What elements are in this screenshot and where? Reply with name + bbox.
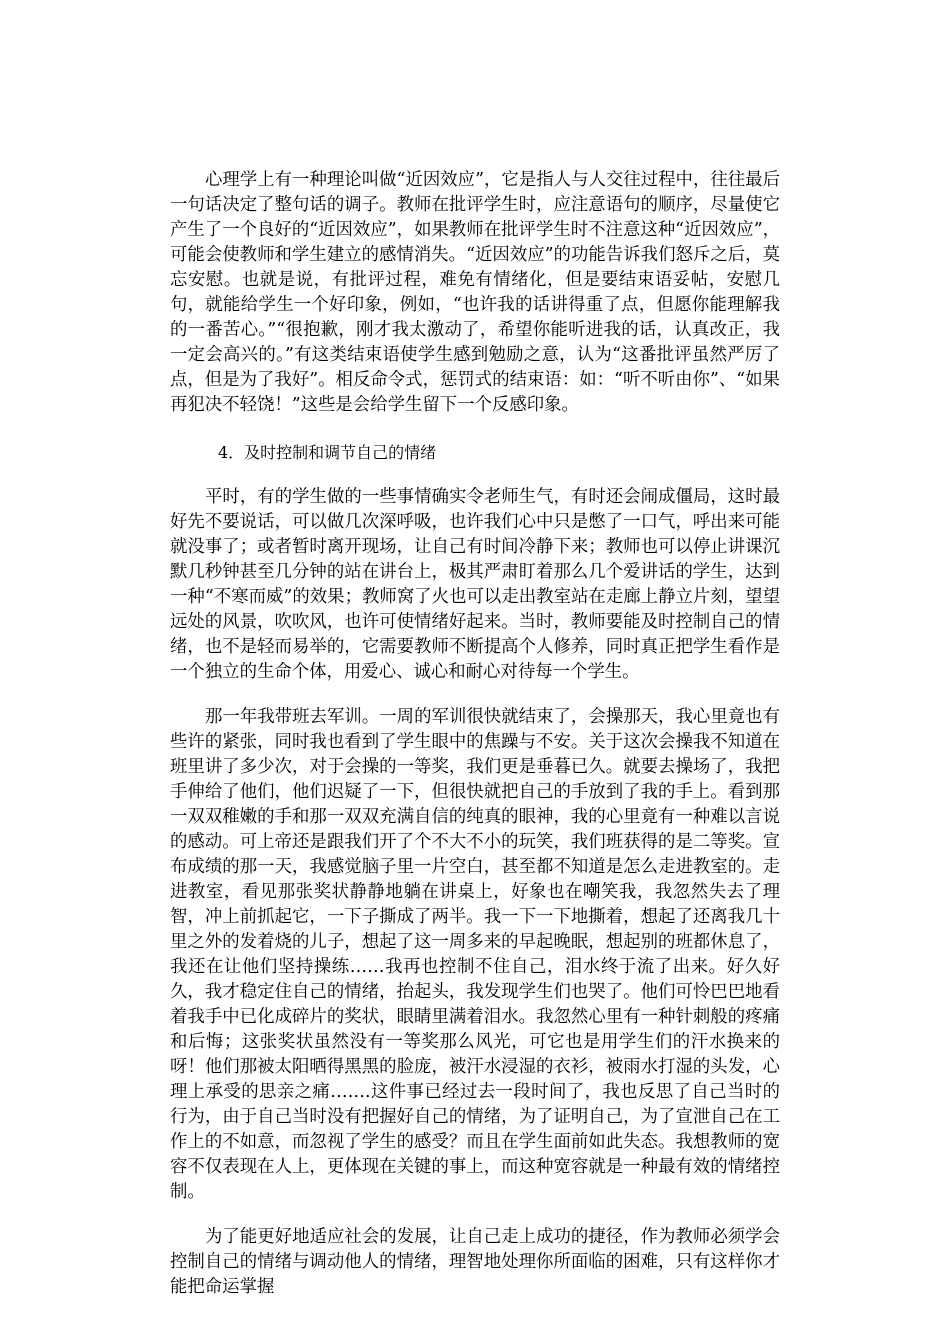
- paragraph-military-training-story: 那一年我带班去军训。一周的军训很快就结束了，会操那天，我心里竟也有些许的紧张，同时我也看到了学生眼中的焦躁与不安。关于这次会操我不知道在班里讲了多少次，对于会操的一等奖，我们更是垂暮已久。就要去操场了，我把手伸给了他们，他们迟疑了一下，但很快就把自己的手放到了我的手上。看到那一双双稚嫩的手和那一双双充满自信的纯真的眼神，我的心里竟有一种难以言说的感动。可上帝还是跟我们开了个不大不小的玩笑，我们班获得的是二等奖。宣布成绩的那一天，我感觉脑子里一片空白，甚至都不知道是怎么走进教室的。走进教室，看见那张奖状静静地躺在讲桌上，好象也在嘲笑我，我忽然失去了理智，冲上前抓起它，一下子撕成了两半。我一下一下地撕着，想起了还离我几十里之外的发着烧的儿子，想起了这一周多来的早起晚眠，想起别的班都休息了，我还在让他们坚持操练……我再也控制不住自己，泪水终于流了出来。好久好久，我才稳定住自己的情绪，抬起头，我发现学生们也哭了。他们可怜巴巴地看着我手中已化成碎片的奖状，眼睛里满着泪水。我忽然心里有一种针刺般的疼痛和后悔；这张奖状虽然没有一等奖那么风光，可它也是用学生们的汗水换来的呀！他们那被太阳晒得黑黑的脸庞，被汗水浸湿的衣衫，被雨水打湿的头发，心理上承受的思亲之痛…….这件事已经过去一段时间了，我也反思了自己当时的行为，由于自己当时没有把握好自己的情绪，为了证明自己，为了宣泄自己在工作上的不如意，而忽视了学生的感受？而且在学生面前如此失态。我想教师的宽容不仅表现在人上，更体现在关键的事上，而这种宽容就是一种最有效的情绪控制。: [170, 707, 780, 1202]
- document-page: [170, 168, 780, 1300]
- section-heading: 4．及时控制和调节自己的情绪: [218, 443, 437, 462]
- paragraph-conclusion: 为了能更好地适应社会的发展，让自己走上成功的捷径，作为教师必须学会控制自己的情绪与调动他人的情绪，理智地处理你所面临的困难，只有这样你才能把命运掌握: [170, 1227, 780, 1297]
- paragraph-recency-effect: 心理学上有一种理论叫做“近因效应”，它是指人与人交往过程中，往往最后一句话决定了整句话的调子。教师在批评学生时，应注意语句的顺序，尽量使它产生了一个良好的“近因效应”，如果教师在批评学生时不注意这种“近因效应”，可能会使教师和学生建立的感情消失。“近因效应”的功能告诉我们怒斥之后，莫忘安慰。也就是说，有批评过程，难免有情绪化，但是要结束语妥帖，安慰几句，就能给学生一个好印象，例如，“也许我的话讲得重了点，但愿你能理解我的一番苦心。”“很抱歉，刚才我太激动了，希望你能听进我的话，认真改正，我一定会高兴的。”有这类结束语使学生感到勉励之意，认为“这番批评虽然严厉了点，但是为了我好”。相反命令式，惩罚式的结束语：如：“听不听由你”、“如果再犯决不轻饶！”这些是会给学生留下一个反感印象。: [170, 170, 780, 415]
- paragraph-control-emotions: 平时，有的学生做的一些事情确实令老师生气，有时还会闹成僵局，这时最好先不要说话，可以做几次深呼吸，也许我们心中只是憋了一口气，呼出来可能就没事了；或者暂时离开现场，让自己有时间冷静下来；教师也可以停止讲课沉默几秒钟甚至几分钟的站在讲台上，极其严肃盯着那么几个爱讲话的学生，达到一种“不寒而威”的效果；教师窝了火也可以走出教室站在走廊上静立片刻，望望远处的风景，吹吹风，也许可使情绪好起来。当时，教师要能及时控制自己的情绪，也不是轻而易举的，它需要教师不断提高个人修养，同时真正把学生看作是一个独立的生命个体，用爱心、诚心和耐心对待每一个学生。: [170, 487, 780, 682]
